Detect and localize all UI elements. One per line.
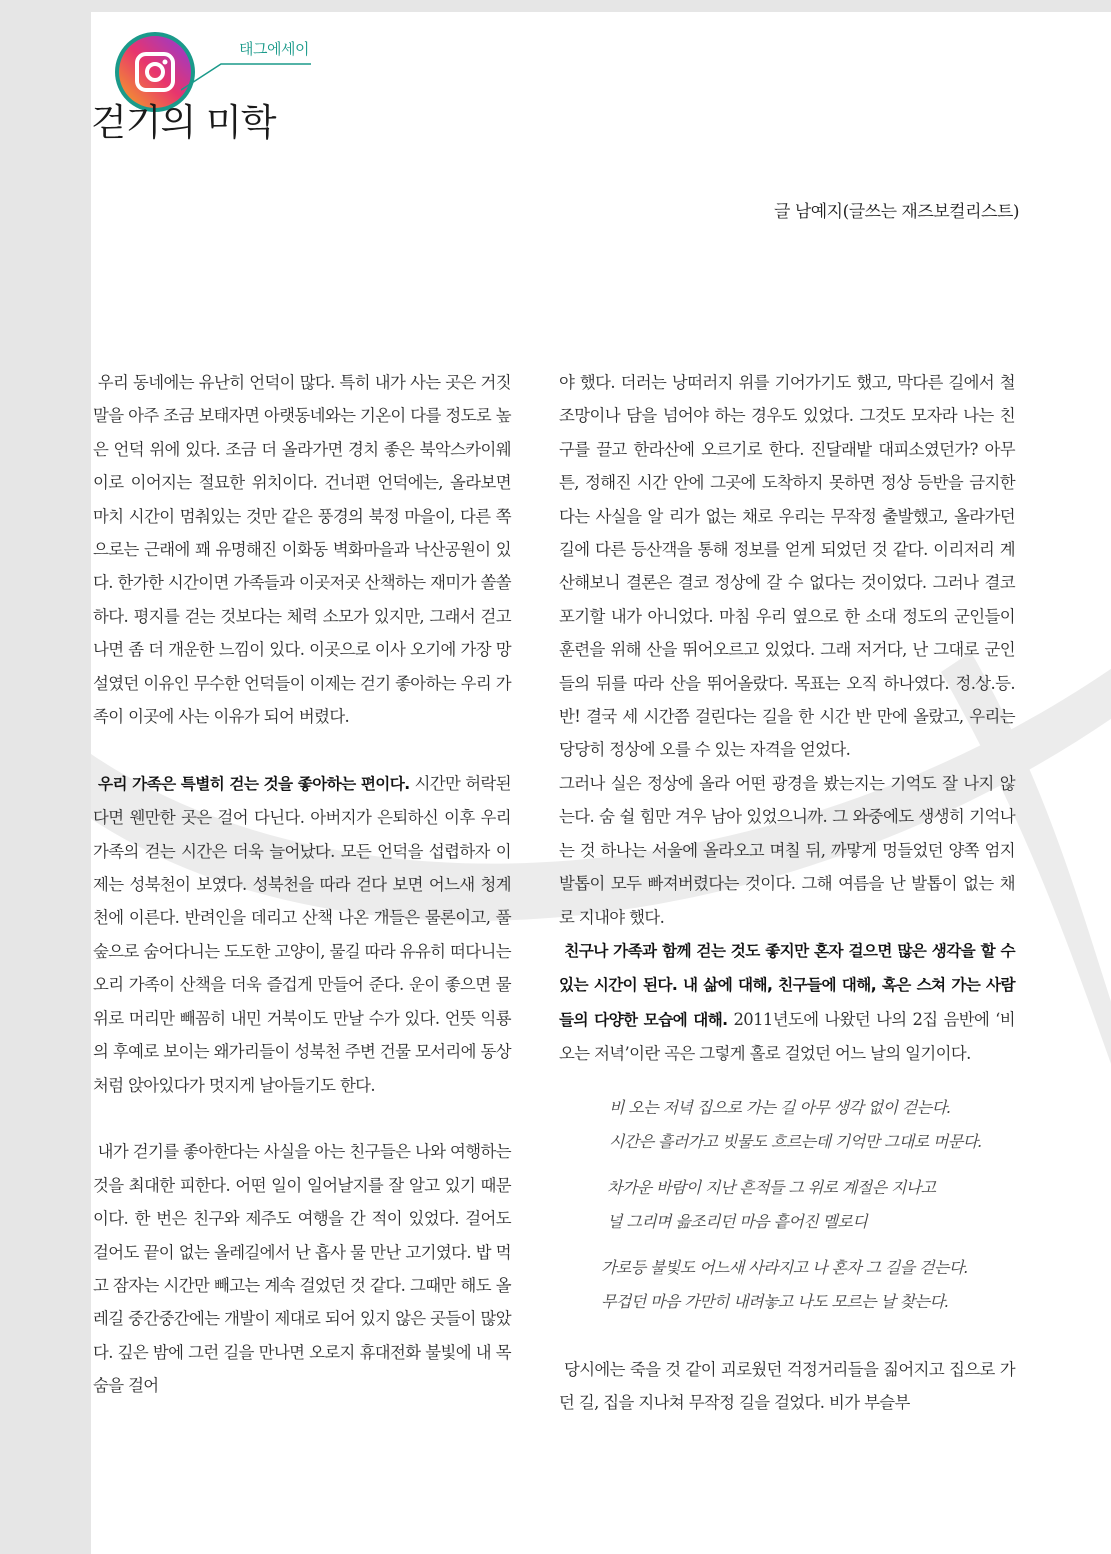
emphasis-text: 친구나 가족과 함께 걷는 것도 좋지만 혼자 걸으면 많은 생각을 할 수 있는 시간이 된다. 내 삶에 대해, 친구들에 대해, 혹은 스쳐 가는 사람들의 다양한 모습에 대해. — [559, 941, 1015, 1029]
tag-label: 태그에세이 — [239, 40, 309, 58]
lyrics-line: 널 그리며 읊조리던 마음 흩어진 멜로디 — [607, 1211, 868, 1231]
right-column — [559, 366, 1015, 1419]
emphasis-text: 우리 가족은 특별히 걷는 것을 좋아하는 편이다. — [98, 774, 410, 793]
lyrics-stanza — [559, 1091, 1015, 1159]
paragraph: 친구나 가족과 함께 걷는 것도 좋지만 혼자 걸으면 많은 생각을 할 수 있는 시간이 된다. 내 삶에 대해, 친구들에 대해, 혹은 스쳐 가는 사람들의 다양한 모습에 대해. 2011년도에 나왔던 나의 2집 음반에 ‘비 오는 저녁’이란 곡은 그렇게 홀로 걸었던 어느 날의 일기이다. — [559, 941, 1015, 1064]
byline: 글 남예지(글쓰는 재즈보컬리스트) — [774, 202, 1019, 222]
paragraph: 우리 동네에는 유난히 언덕이 많다. 특히 내가 사는 곳은 거짓말을 아주 조금 보태자면 아랫동네와는 기온이 다를 정도로 높은 언덕 위에 있다. 조금 더 올라가면 경치 좋은 북악스카이웨이로 이어지는 절묘한 위치이다. 건너편 언덕에는, 올라보면 마치 시간이 멈춰있는 것만 같은 풍경의 북정 마을이, 다른 쪽으로는 근래에 꽤 유명해진 이화동 벽화마을과 낙산공원이 있다. 한가한 시간이면 가족들과 이곳저곳 산책하는 재미가 쏠쏠하다. 평지를 걷는 것보다는 체력 소모가 있지만, 그래서 걷고 나면 좀 더 개운한 느낌이 있다. 이곳으로 이사 오기에 가장 망설였던 이유인 무수한 언덕들이 이제는 걷기 좋아하는 우리 가족이 이곳에 사는 이유가 되어 버렸다. — [93, 373, 511, 727]
paragraph: 우리 가족은 특별히 걷는 것을 좋아하는 편이다. 시간만 허락된다면 웬만한 곳은 걸어 다닌다. 아버지가 은퇴하신 이후 우리 가족의 걷는 시간은 더욱 늘어났다. 모든 언덕을 섭렵하자 이제는 성북천이 보였다. 성북천을 따라 걷다 보면 어느새 청계천에 이른다. 반려인을 데리고 산책 나온 개들은 물론이고, 풀숲으로 숨어다니는 도도한 고양이, 물길 따라 유유히 떠다니는 오리 가족이 산책을 더욱 즐겁게 만들어 준다. 운이 좋으면 물 위로 머리만 빼꼼히 내민 거북이도 만날 수가 있다. 언뜻 익룡의 후예로 보이는 왜가리들이 성북천 주변 건물 모서리에 동상처럼 앉아있다가 멋지게 날아들기도 한다. — [93, 773, 511, 1095]
lyrics-stanza — [559, 1251, 1015, 1319]
lyrics-line: 가로등 불빛도 어느새 사라지고 나 혼자 그 길을 걷는다. — [601, 1257, 969, 1277]
left-column — [93, 366, 511, 1403]
paragraph: 야 했다. 더러는 낭떠러지 위를 기어가기도 했고, 막다른 길에서 철조망이나 담을 넘어야 하는 경우도 있었다. 그것도 모자라 나는 친구를 끌고 한라산에 오르기로 한다. 진달래밭 대피소였던가? 아무튼, 정해진 시간 안에 그곳에 도착하지 못하면 정상 등반을 금지한다는 사실을 알 리가 없는 채로 우리는 무작정 출발했고, 올라가던 길에 다른 등산객을 통해 정보를 얻게 되었던 것 같다. 이리저리 계산해보니 결론은 결코 정상에 갈 수 없다는 것이었다. 그러나 결코 포기할 내가 아니었다. 마침 우리 옆으로 한 소대 정도의 군인들이 훈련을 위해 산을 뛰어오르고 있었다. 그래 저거다, 난 그대로 군인들의 뒤를 따라 산을 뛰어올랐다. 목표는 오직 하나였다. 정.상.등.반! 결국 세 시간쯤 걸린다는 길을 한 시간 반 만에 올랐고, 우리는 당당히 정상에 오를 수 있는 자격을 얻었다. — [559, 373, 1015, 760]
lyrics-line: 시간은 흘러가고 빗물도 흐르는데 기억만 그대로 머문다. — [609, 1131, 983, 1151]
lyrics-line: 차가운 바람이 지난 흔적들 그 위로 계절은 지나고 — [607, 1177, 936, 1197]
song-lyrics — [559, 1091, 1015, 1319]
lyrics-line: 비 오는 저녁 집으로 가는 길 아무 생각 없이 걷는다. — [609, 1097, 951, 1117]
lyrics-stanza — [559, 1171, 1015, 1239]
paragraph: 당시에는 죽을 것 같이 괴로웠던 걱정거리들을 짊어지고 집으로 가던 길, 집을 지나쳐 무작정 길을 걸었다. 비가 부슬부 — [559, 1359, 1015, 1412]
lyrics-line: 무겁던 마음 가만히 내려놓고 나도 모르는 날 찾는다. — [601, 1291, 949, 1311]
page-title: 걷기의 미학 — [91, 101, 276, 144]
paragraph: 그러나 실은 정상에 올라 어떤 광경을 봤는지는 기억도 잘 나지 않는다. 숨 쉴 힘만 겨우 남아 있었으니까. 그 와중에도 생생히 기억나는 것 하나는 서울에 올라오고 며칠 뒤, 까맣게 멍들었던 양쪽 엄지발톱이 모두 빠져버렸다는 것이다. 그해 여름을 난 발톱이 없는 채로 지내야 했다. — [559, 773, 1015, 927]
paragraph: 내가 걷기를 좋아한다는 사실을 아는 친구들은 나와 여행하는 것을 최대한 피한다. 어떤 일이 일어날지를 잘 알고 있기 때문이다. 한 번은 친구와 제주도 여행을 간 적이 있었다. 걸어도 걸어도 끝이 없는 올레길에서 난 흡사 물 만난 고기였다. 밥 먹고 잠자는 시간만 빼고는 계속 걸었던 것 같다. 그때만 해도 올레길 중간중간에는 개발이 제대로 되어 있지 않은 곳들이 많았다. 깊은 밤에 그런 길을 만나면 오로지 휴대전화 불빛에 내 목숨을 걸어 — [93, 1142, 511, 1396]
